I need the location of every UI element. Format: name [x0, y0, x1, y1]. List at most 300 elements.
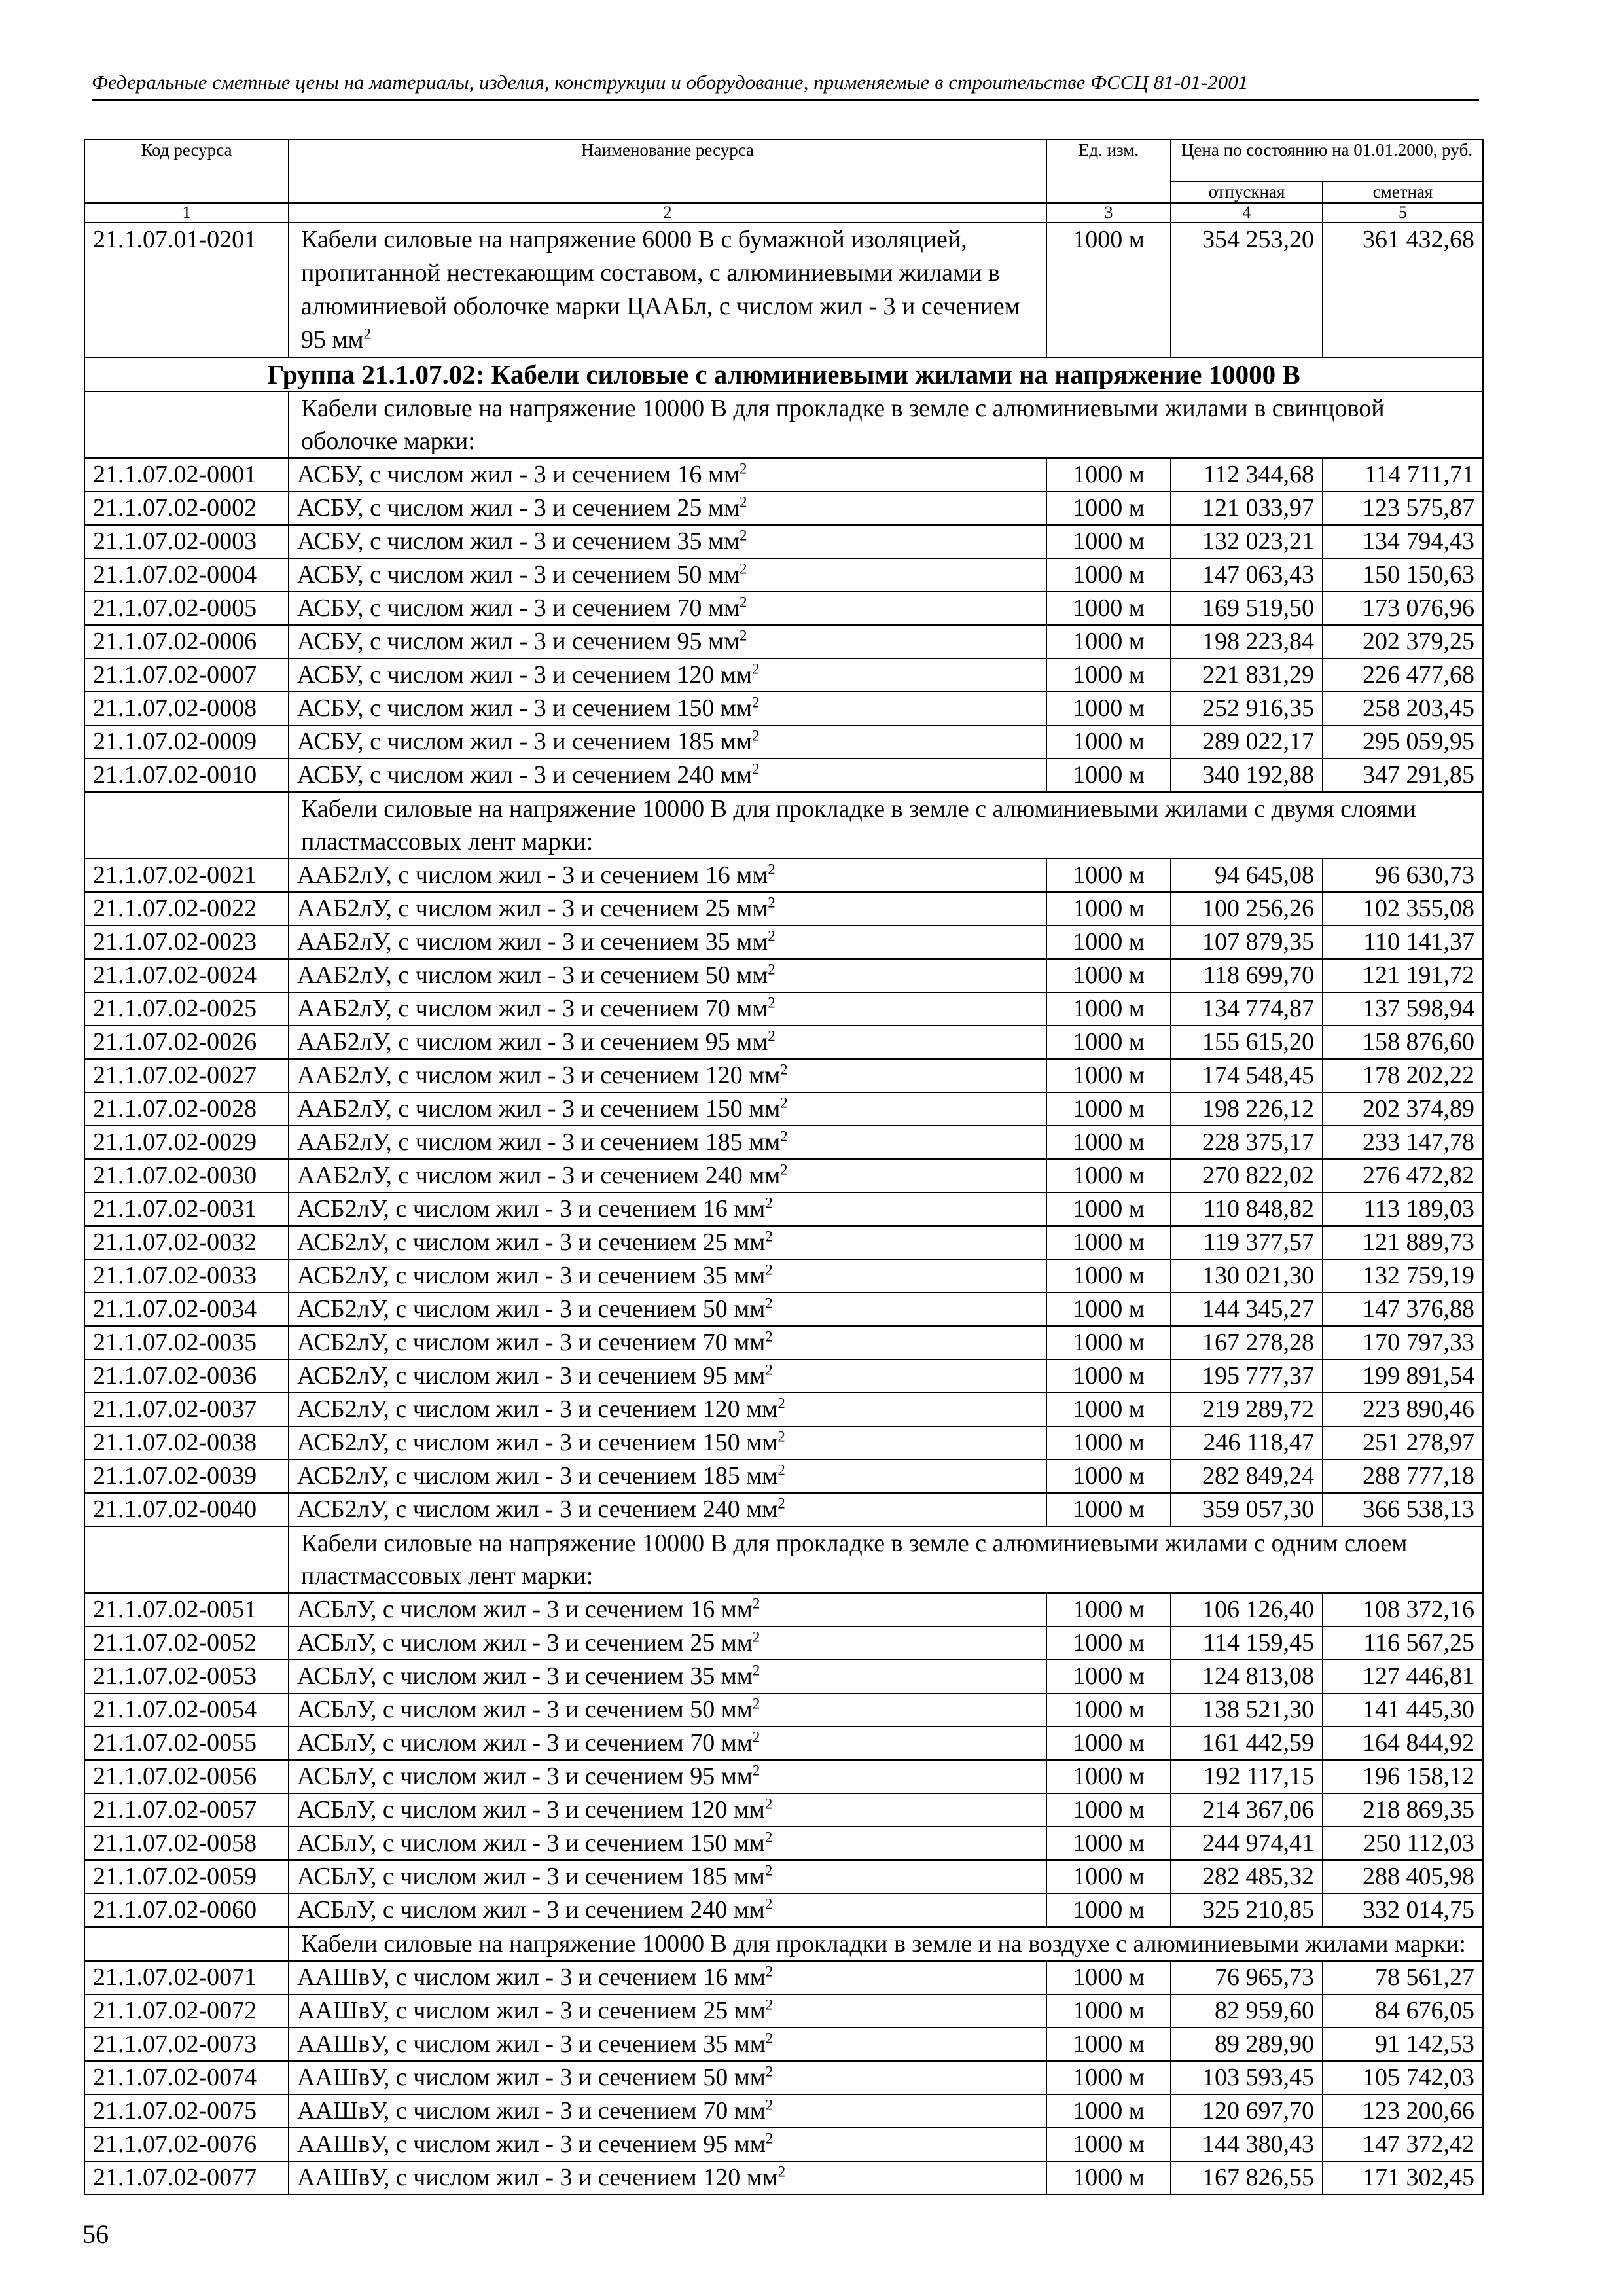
resource-unit: 1000 м [1046, 1727, 1171, 1760]
resource-code: 21.1.07.02-0074 [84, 2061, 289, 2094]
estimate-price: 114 711,71 [1323, 458, 1483, 492]
table-row [84, 525, 1483, 558]
release-price: 228 375,17 [1171, 1126, 1323, 1159]
resource-code: 21.1.07.02-0040 [84, 1493, 289, 1526]
resource-unit: 1000 м [1046, 1159, 1171, 1193]
release-price: 119 377,57 [1171, 1226, 1323, 1259]
resource-name: АСБ2лУ, с числом жил - 3 и сечением 70 $мм^2$ [289, 1326, 1046, 1359]
resource-name: АСБ2лУ, с числом жил - 3 и сечением 120 $мм^2$ [289, 1393, 1046, 1426]
release-price: 121 033,97 [1171, 492, 1323, 525]
resource-name: АСБУ, с числом жил - 3 и сечением 95 $мм^2$ [289, 625, 1046, 658]
subgroup-code-cell [84, 1927, 289, 1961]
resource-code: 21.1.07.02-0004 [84, 558, 289, 592]
resource-code: 21.1.07.02-0029 [84, 1126, 289, 1159]
table-row [84, 1827, 1483, 1860]
resource-code: 21.1.07.02-0022 [84, 892, 289, 925]
estimate-price: 108 372,16 [1323, 1593, 1483, 1626]
release-price: 138 521,30 [1171, 1693, 1323, 1727]
table-row [84, 1593, 1483, 1626]
release-price: 167 826,55 [1171, 2161, 1323, 2195]
resource-unit: 1000 м [1046, 1059, 1171, 1092]
resource-code: 21.1.07.02-0071 [84, 1961, 289, 1994]
resource-unit: 1000 м [1046, 959, 1171, 992]
resource-unit: 1000 м [1046, 1693, 1171, 1727]
release-price: 340 192,88 [1171, 759, 1323, 792]
release-price: 167 278,28 [1171, 1326, 1323, 1359]
resource-name: ААБ2лУ, с числом жил - 3 и сечением 120 $мм^2$ [289, 1059, 1046, 1092]
estimate-price: 250 112,03 [1323, 1827, 1483, 1860]
table-row [84, 925, 1483, 959]
release-price: 289 022,17 [1171, 725, 1323, 759]
estimate-price: 251 278,97 [1323, 1426, 1483, 1460]
estimate-price: 158 876,60 [1323, 1026, 1483, 1059]
subgroup-code-cell [84, 391, 289, 458]
resource-code: 21.1.07.02-0026 [84, 1026, 289, 1059]
resource-code: 21.1.07.02-0010 [84, 759, 289, 792]
estimate-price: 147 372,42 [1323, 2128, 1483, 2161]
table-row [84, 692, 1483, 725]
resource-code: 21.1.07.02-0076 [84, 2128, 289, 2161]
resource-code: 21.1.07.02-0002 [84, 492, 289, 525]
table-row [84, 1359, 1483, 1393]
resource-name: ААШвУ, с числом жил - 3 и сечением 95 $мм^2$ [289, 2128, 1046, 2161]
resource-unit: 1000 м [1046, 2161, 1171, 2195]
release-price: 147 063,43 [1171, 558, 1323, 592]
resource-unit: 1000 м [1046, 1193, 1171, 1226]
table-row [84, 1026, 1483, 1059]
resource-name: ААШвУ, с числом жил - 3 и сечением 70 $мм^2$ [289, 2094, 1046, 2128]
resource-name: АСБУ, с числом жил - 3 и сечением 240 $мм^2$ [289, 759, 1046, 792]
estimate-price: 132 759,19 [1323, 1259, 1483, 1293]
resource-unit: 1000 м [1046, 1426, 1171, 1460]
release-price: 106 126,40 [1171, 1593, 1323, 1626]
estimate-price: 141 445,30 [1323, 1693, 1483, 1727]
release-price: 221 831,29 [1171, 658, 1323, 692]
resource-unit: 1000 м [1046, 1460, 1171, 1493]
estimate-price: 110 141,37 [1323, 925, 1483, 959]
estimate-price: 102 355,08 [1323, 892, 1483, 925]
resource-unit: 1000 м [1046, 1660, 1171, 1693]
resource-code: 21.1.07.02-0057 [84, 1793, 289, 1827]
release-price: 155 615,20 [1171, 1026, 1323, 1059]
resource-unit: 1000 м [1046, 2128, 1171, 2161]
resource-unit: 1000 м [1046, 925, 1171, 959]
resource-code: 21.1.07.02-0051 [84, 1593, 289, 1626]
column-number-1: 1 [84, 203, 289, 223]
resource-unit: 1000 м [1046, 458, 1171, 492]
estimate-price: 123 575,87 [1323, 492, 1483, 525]
page-number: 56 [82, 2219, 109, 2249]
resource-name: ААШвУ, с числом жил - 3 и сечением 50 $мм^2$ [289, 2061, 1046, 2094]
resource-name: АСБ2лУ, с числом жил - 3 и сечением 50 $мм^2$ [289, 1293, 1046, 1326]
resource-code: 21.1.07.02-0059 [84, 1860, 289, 1893]
resource-unit: 1000 м [1046, 1893, 1171, 1927]
subgroup-title: Кабели силовые на напряжение 10000 В для прокладке в земле с алюминиевыми жилами в свинцовой оболочке марки: [289, 391, 1483, 458]
resource-unit: 1000 м [1046, 692, 1171, 725]
estimate-price: 288 405,98 [1323, 1860, 1483, 1893]
table-row [84, 1961, 1483, 1994]
resource-name: АСБУ, с числом жил - 3 и сечением 120 $мм^2$ [289, 658, 1046, 692]
resource-code: 21.1.07.02-0072 [84, 1994, 289, 2028]
resource-unit: 1000 м [1046, 2094, 1171, 2128]
resource-code: 21.1.07.02-0030 [84, 1159, 289, 1193]
resource-name: ААБ2лУ, с числом жил - 3 и сечением 25 $мм^2$ [289, 892, 1046, 925]
estimate-price: 150 150,63 [1323, 558, 1483, 592]
resource-name: АСБлУ, с числом жил - 3 и сечением 240 $мм^2$ [289, 1893, 1046, 1927]
resource-unit: 1000 м [1046, 658, 1171, 692]
resource-unit: 1000 м [1046, 1493, 1171, 1526]
resource-unit: 1000 м [1046, 492, 1171, 525]
resource-name: АСБУ, с числом жил - 3 и сечением 16 $мм^2$ [289, 458, 1046, 492]
resource-name: ААБ2лУ, с числом жил - 3 и сечением 35 $мм^2$ [289, 925, 1046, 959]
estimate-price: 258 203,45 [1323, 692, 1483, 725]
release-price: 195 777,37 [1171, 1359, 1323, 1393]
table-row [84, 1226, 1483, 1259]
release-price: 114 159,45 [1171, 1626, 1323, 1660]
estimate-price: 199 891,54 [1323, 1359, 1483, 1393]
estimate-price: 134 794,43 [1323, 525, 1483, 558]
release-price: 144 380,43 [1171, 2128, 1323, 2161]
release-price: 244 974,41 [1171, 1827, 1323, 1860]
group-row [84, 357, 1483, 391]
resource-code: 21.1.07.02-0056 [84, 1760, 289, 1793]
resource-name: АСБлУ, с числом жил - 3 и сечением 35 $мм^2$ [289, 1660, 1046, 1693]
resource-name: Кабели силовые на напряжение 6000 В с бумажной изоляцией, пропитанной нестекающим составом, с алюминиевыми жилами в алюминиевой оболочке марки ЦААБл, с числом жил - 3 и сечением 95 $мм^2$ [289, 223, 1046, 357]
resource-name: ААШвУ, с числом жил - 3 и сечением 35 $мм^2$ [289, 2028, 1046, 2061]
resource-name: ААБ2лУ, с числом жил - 3 и сечением 240 $мм^2$ [289, 1159, 1046, 1193]
estimate-price: 113 189,03 [1323, 1193, 1483, 1226]
resource-name: АСБ2лУ, с числом жил - 3 и сечением 150 $мм^2$ [289, 1426, 1046, 1460]
release-price: 94 645,08 [1171, 859, 1323, 892]
resource-code: 21.1.07.02-0006 [84, 625, 289, 658]
table-row [84, 1727, 1483, 1760]
release-price: 103 593,45 [1171, 2061, 1323, 2094]
resource-name: АСБ2лУ, с числом жил - 3 и сечением 185 $мм^2$ [289, 1460, 1046, 1493]
resource-unit: 1000 м [1046, 2061, 1171, 2094]
resource-code: 21.1.07.01-0201 [84, 223, 289, 357]
resource-name: АСБУ, с числом жил - 3 и сечением 70 $мм^2$ [289, 592, 1046, 625]
resource-code: 21.1.07.02-0054 [84, 1693, 289, 1727]
resource-name: АСБ2лУ, с числом жил - 3 и сечением 95 $мм^2$ [289, 1359, 1046, 1393]
subgroup-row [84, 1526, 1483, 1593]
table-row [84, 1326, 1483, 1359]
resource-code: 21.1.07.02-0001 [84, 458, 289, 492]
resource-unit: 1000 м [1046, 1092, 1171, 1126]
table-row [84, 1193, 1483, 1226]
estimate-price: 366 538,13 [1323, 1493, 1483, 1526]
subgroup-row [84, 1927, 1483, 1961]
estimate-price: 116 567,25 [1323, 1626, 1483, 1660]
release-price: 270 822,02 [1171, 1159, 1323, 1193]
subgroup-row [84, 792, 1483, 859]
estimate-price: 202 379,25 [1323, 625, 1483, 658]
release-price: 100 256,26 [1171, 892, 1323, 925]
resource-code: 21.1.07.02-0077 [84, 2161, 289, 2195]
release-price: 219 289,72 [1171, 1393, 1323, 1426]
table-row [84, 1893, 1483, 1927]
subgroup-code-cell [84, 792, 289, 859]
resource-unit: 1000 м [1046, 625, 1171, 658]
resource-unit: 1000 м [1046, 1827, 1171, 1860]
resource-name: АСБлУ, с числом жил - 3 и сечением 185 $мм^2$ [289, 1860, 1046, 1893]
resource-unit: 1000 м [1046, 2028, 1171, 2061]
release-price: 76 965,73 [1171, 1961, 1323, 1994]
resource-unit: 1000 м [1046, 1359, 1171, 1393]
resource-code: 21.1.07.02-0021 [84, 859, 289, 892]
estimate-price: 78 561,27 [1323, 1961, 1483, 1994]
table-row [84, 625, 1483, 658]
release-price: 192 117,15 [1171, 1760, 1323, 1793]
release-price: 112 344,68 [1171, 458, 1323, 492]
resource-name: АСБлУ, с числом жил - 3 и сечением 25 $мм^2$ [289, 1626, 1046, 1660]
resource-name: ААШвУ, с числом жил - 3 и сечением 16 $мм^2$ [289, 1961, 1046, 1994]
column-number-3: 3 [1046, 203, 1171, 223]
table-row [84, 1460, 1483, 1493]
subgroup-code-cell [84, 1526, 289, 1593]
resource-code: 21.1.07.02-0027 [84, 1059, 289, 1092]
release-price: 82 959,60 [1171, 1994, 1323, 2028]
resource-name: АСБУ, с числом жил - 3 и сечением 35 $мм^2$ [289, 525, 1046, 558]
table-row [84, 2161, 1483, 2195]
estimate-price: 91 142,53 [1323, 2028, 1483, 2061]
table-row [84, 1393, 1483, 1426]
resource-name: АСБ2лУ, с числом жил - 3 и сечением 16 $мм^2$ [289, 1193, 1046, 1226]
resource-code: 21.1.07.02-0073 [84, 2028, 289, 2061]
release-price: 120 697,70 [1171, 2094, 1323, 2128]
page-header: Федеральные сметные цены на материалы, изделия, конструкции и оборудование, применяемые в строительстве ФССЦ 81-01-2001 [92, 71, 1479, 101]
release-price: 124 813,08 [1171, 1660, 1323, 1693]
table-row [84, 1994, 1483, 2028]
resource-name: ААБ2лУ, с числом жил - 3 и сечением 70 $мм^2$ [289, 992, 1046, 1026]
resource-name: ААБ2лУ, с числом жил - 3 и сечением 16 $мм^2$ [289, 859, 1046, 892]
header-price: Цена по состоянию на 01.01.2000, руб. [1171, 139, 1483, 181]
estimate-price: 361 432,68 [1323, 223, 1483, 357]
resource-unit: 1000 м [1046, 1593, 1171, 1626]
resource-unit: 1000 м [1046, 525, 1171, 558]
estimate-price: 233 147,78 [1323, 1126, 1483, 1159]
column-number-2: 2 [289, 203, 1046, 223]
table-row [84, 2028, 1483, 2061]
table-row [84, 1092, 1483, 1126]
release-price: 282 849,24 [1171, 1460, 1323, 1493]
column-number-4: 4 [1171, 203, 1323, 223]
release-price: 110 848,82 [1171, 1193, 1323, 1226]
resource-unit: 1000 м [1046, 1760, 1171, 1793]
estimate-price: 196 158,12 [1323, 1760, 1483, 1793]
release-price: 198 223,84 [1171, 625, 1323, 658]
table-row [84, 1493, 1483, 1526]
release-price: 174 548,45 [1171, 1059, 1323, 1092]
resource-unit: 1000 м [1046, 1026, 1171, 1059]
table-row [84, 1860, 1483, 1893]
resource-name: АСБлУ, с числом жил - 3 и сечением 150 $мм^2$ [289, 1827, 1046, 1860]
resource-name: АСБлУ, с числом жил - 3 и сечением 50 $мм^2$ [289, 1693, 1046, 1727]
resource-code: 21.1.07.02-0007 [84, 658, 289, 692]
table-row [84, 2128, 1483, 2161]
resource-code: 21.1.07.02-0032 [84, 1226, 289, 1259]
estimate-price: 218 869,35 [1323, 1793, 1483, 1827]
resource-code: 21.1.07.02-0033 [84, 1259, 289, 1293]
resource-code: 21.1.07.02-0005 [84, 592, 289, 625]
release-price: 130 021,30 [1171, 1259, 1323, 1293]
release-price: 325 210,85 [1171, 1893, 1323, 1927]
table-row [84, 1126, 1483, 1159]
resource-code: 21.1.07.02-0009 [84, 725, 289, 759]
resource-unit: 1000 м [1046, 558, 1171, 592]
release-price: 169 519,50 [1171, 592, 1323, 625]
resource-code: 21.1.07.02-0058 [84, 1827, 289, 1860]
resource-code: 21.1.07.02-0053 [84, 1660, 289, 1693]
resource-unit: 1000 м [1046, 1860, 1171, 1893]
group-title: Группа 21.1.07.02: Кабели силовые с алюминиевыми жилами на напряжение 10000 В [84, 357, 1483, 391]
estimate-price: 96 630,73 [1323, 859, 1483, 892]
estimate-price: 288 777,18 [1323, 1460, 1483, 1493]
release-price: 282 485,32 [1171, 1860, 1323, 1893]
release-price: 214 367,06 [1171, 1793, 1323, 1827]
resource-code: 21.1.07.02-0075 [84, 2094, 289, 2128]
estimate-price: 123 200,66 [1323, 2094, 1483, 2128]
table-row [84, 492, 1483, 525]
table-row [84, 223, 1483, 357]
resource-unit: 1000 м [1046, 1994, 1171, 2028]
resource-name: АСБ2лУ, с числом жил - 3 и сечением 35 $мм^2$ [289, 1259, 1046, 1293]
resource-unit: 1000 м [1046, 1793, 1171, 1827]
table-row [84, 2061, 1483, 2094]
resource-unit: 1000 м [1046, 592, 1171, 625]
subgroup-title: Кабели силовые на напряжение 10000 В для прокладке в земле с алюминиевыми жилами с двумя слоями пластмассовых лент марки: [289, 792, 1483, 859]
release-price: 132 023,21 [1171, 525, 1323, 558]
resource-unit: 1000 м [1046, 1961, 1171, 1994]
table-row [84, 1426, 1483, 1460]
table-row [84, 1626, 1483, 1660]
estimate-price: 84 676,05 [1323, 1994, 1483, 2028]
resource-unit: 1000 м [1046, 223, 1171, 357]
table-row [84, 1293, 1483, 1326]
table-row [84, 558, 1483, 592]
table-row [84, 1159, 1483, 1193]
resource-unit: 1000 м [1046, 1293, 1171, 1326]
estimate-price: 164 844,92 [1323, 1727, 1483, 1760]
estimate-price: 105 742,03 [1323, 2061, 1483, 2094]
estimate-price: 173 076,96 [1323, 592, 1483, 625]
resource-code: 21.1.07.02-0036 [84, 1359, 289, 1393]
estimate-price: 178 202,22 [1323, 1059, 1483, 1092]
resource-code: 21.1.07.02-0037 [84, 1393, 289, 1426]
estimate-price: 121 889,73 [1323, 1226, 1483, 1259]
resource-code: 21.1.07.02-0023 [84, 925, 289, 959]
release-price: 118 699,70 [1171, 959, 1323, 992]
resource-name: ААШвУ, с числом жил - 3 и сечением 120 $мм^2$ [289, 2161, 1046, 2195]
resource-unit: 1000 м [1046, 892, 1171, 925]
resource-code: 21.1.07.02-0008 [84, 692, 289, 725]
resource-name: АСБлУ, с числом жил - 3 и сечением 120 $мм^2$ [289, 1793, 1046, 1827]
estimate-price: 226 477,68 [1323, 658, 1483, 692]
header-release: отпускная [1171, 181, 1323, 203]
release-price: 246 118,47 [1171, 1426, 1323, 1460]
resource-name: ААБ2лУ, с числом жил - 3 и сечением 185 $мм^2$ [289, 1126, 1046, 1159]
resource-name: АСБУ, с числом жил - 3 и сечением 25 $мм^2$ [289, 492, 1046, 525]
release-price: 359 057,30 [1171, 1493, 1323, 1526]
table-row [84, 658, 1483, 692]
release-price: 144 345,27 [1171, 1293, 1323, 1326]
table-row [84, 892, 1483, 925]
estimate-price: 170 797,33 [1323, 1326, 1483, 1359]
subgroup-title: Кабели силовые на напряжение 10000 В для прокладки в земле и на воздухе с алюминиевыми жилами марки: [289, 1927, 1483, 1961]
resource-unit: 1000 м [1046, 1126, 1171, 1159]
resource-unit: 1000 м [1046, 1393, 1171, 1426]
resource-unit: 1000 м [1046, 725, 1171, 759]
estimate-price: 295 059,95 [1323, 725, 1483, 759]
estimate-price: 276 472,82 [1323, 1159, 1483, 1193]
table-row [84, 759, 1483, 792]
estimate-price: 127 446,81 [1323, 1660, 1483, 1693]
resource-name: ААШвУ, с числом жил - 3 и сечением 25 $мм^2$ [289, 1994, 1046, 2028]
resource-code: 21.1.07.02-0003 [84, 525, 289, 558]
resource-unit: 1000 м [1046, 1226, 1171, 1259]
column-number-5: 5 [1323, 203, 1483, 223]
table-row [84, 458, 1483, 492]
resource-name: АСБ2лУ, с числом жил - 3 и сечением 240 $мм^2$ [289, 1493, 1046, 1526]
estimate-price: 202 374,89 [1323, 1092, 1483, 1126]
estimate-price: 137 598,94 [1323, 992, 1483, 1026]
table-row [84, 592, 1483, 625]
table-row [84, 1760, 1483, 1793]
resource-unit: 1000 м [1046, 1626, 1171, 1660]
table-row [84, 959, 1483, 992]
resource-name: АСБлУ, с числом жил - 3 и сечением 95 $мм^2$ [289, 1760, 1046, 1793]
release-price: 354 253,20 [1171, 223, 1323, 357]
table-row [84, 1793, 1483, 1827]
table-row [84, 725, 1483, 759]
resource-name: АСБУ, с числом жил - 3 и сечением 50 $мм^2$ [289, 558, 1046, 592]
estimate-price: 223 890,46 [1323, 1393, 1483, 1426]
release-price: 89 289,90 [1171, 2028, 1323, 2061]
resource-unit: 1000 м [1046, 1326, 1171, 1359]
estimate-price: 171 302,45 [1323, 2161, 1483, 2195]
estimate-price: 147 376,88 [1323, 1293, 1483, 1326]
release-price: 161 442,59 [1171, 1727, 1323, 1760]
resource-code: 21.1.07.02-0034 [84, 1293, 289, 1326]
resource-code: 21.1.07.02-0024 [84, 959, 289, 992]
resource-code: 21.1.07.02-0035 [84, 1326, 289, 1359]
table-row [84, 859, 1483, 892]
release-price: 134 774,87 [1171, 992, 1323, 1026]
release-price: 107 879,35 [1171, 925, 1323, 959]
resource-code: 21.1.07.02-0038 [84, 1426, 289, 1460]
header-unit: Ед. изм. [1046, 139, 1171, 203]
resource-code: 21.1.07.02-0039 [84, 1460, 289, 1493]
table-row [84, 1259, 1483, 1293]
resource-name: АСБлУ, с числом жил - 3 и сечением 16 $мм^2$ [289, 1593, 1046, 1626]
resource-unit: 1000 м [1046, 859, 1171, 892]
resource-code: 21.1.07.02-0025 [84, 992, 289, 1026]
resource-unit: 1000 м [1046, 1259, 1171, 1293]
resource-name: ААБ2лУ, с числом жил - 3 и сечением 95 $мм^2$ [289, 1026, 1046, 1059]
resource-code: 21.1.07.02-0028 [84, 1092, 289, 1126]
header-code: Код ресурса [84, 139, 289, 203]
resource-code: 21.1.07.02-0055 [84, 1727, 289, 1760]
subgroup-row [84, 391, 1483, 458]
price-table [84, 139, 1484, 2195]
subgroup-title: Кабели силовые на напряжение 10000 В для прокладке в земле с алюминиевыми жилами с одним слоем пластмассовых лент марки: [289, 1526, 1483, 1593]
resource-name: АСБлУ, с числом жил - 3 и сечением 70 $мм^2$ [289, 1727, 1046, 1760]
resource-name: АСБУ, с числом жил - 3 и сечением 150 $мм^2$ [289, 692, 1046, 725]
resource-unit: 1000 м [1046, 759, 1171, 792]
table-row [84, 2094, 1483, 2128]
release-price: 252 916,35 [1171, 692, 1323, 725]
table-row [84, 1660, 1483, 1693]
resource-name: ААБ2лУ, с числом жил - 3 и сечением 50 $мм^2$ [289, 959, 1046, 992]
